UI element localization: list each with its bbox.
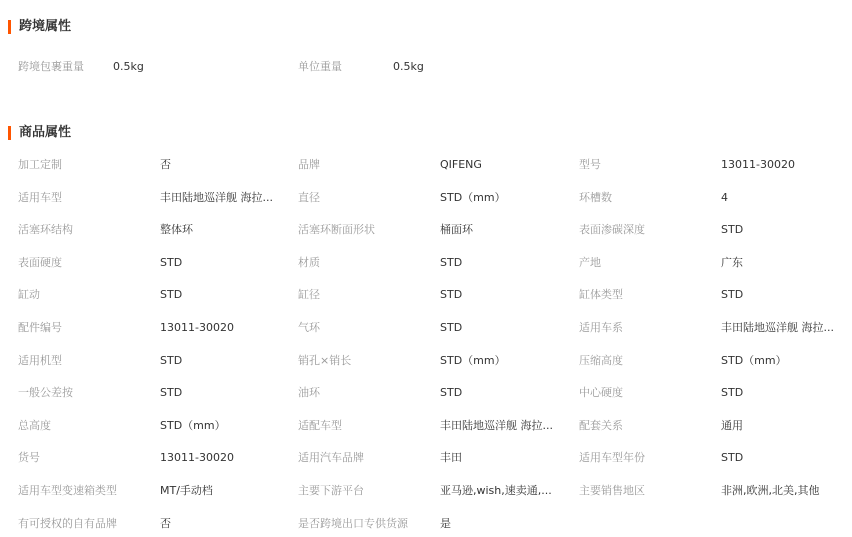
attr-value: STD bbox=[440, 321, 463, 334]
attr-value: STD（mm） bbox=[160, 418, 226, 432]
attr-value: MT/手动档 bbox=[160, 484, 213, 497]
attr-value: 0.5kg bbox=[113, 60, 144, 73]
attr-label: 直径 bbox=[298, 190, 320, 204]
attribute-row bbox=[0, 383, 852, 403]
attr-value: 否 bbox=[160, 158, 171, 171]
attr-value: 亚马逊,wish,速卖通,... bbox=[440, 484, 552, 497]
attr-label: 活塞环结构 bbox=[18, 223, 73, 237]
attr-label: 是否跨境出口专供货源 bbox=[298, 516, 408, 530]
attr-value: 13011-30020 bbox=[721, 158, 795, 171]
attr-value: 是 bbox=[440, 516, 451, 530]
attr-label: 适用机型 bbox=[18, 353, 62, 367]
attr-value: STD bbox=[440, 288, 463, 302]
attr-label: 总高度 bbox=[18, 418, 51, 432]
attr-label: 有可授权的自有品牌 bbox=[18, 516, 117, 530]
attr-value: 通用 bbox=[721, 418, 743, 432]
attribute-row bbox=[0, 220, 852, 240]
attr-label: 单位重量 bbox=[298, 60, 342, 73]
attr-label: 型号 bbox=[579, 158, 601, 171]
attr-value: STD（mm） bbox=[440, 190, 506, 204]
product-section-title: 商品属性 bbox=[8, 126, 71, 140]
attr-value: 4 bbox=[721, 190, 728, 204]
attr-label: 一般公差按 bbox=[18, 386, 73, 400]
attr-label: 配件编号 bbox=[18, 321, 62, 334]
attr-value: 丰田陆地巡洋舰 海拉... bbox=[160, 190, 273, 204]
attr-label: 适用车系 bbox=[579, 321, 623, 334]
attr-label: 表面硬度 bbox=[18, 255, 62, 269]
attr-value: 非洲,欧洲,北美,其他 bbox=[721, 484, 820, 497]
attribute-row bbox=[0, 481, 852, 501]
attr-label: 主要销售地区 bbox=[579, 484, 645, 497]
attr-value: 0.5kg bbox=[393, 60, 424, 73]
attr-label: 适配车型 bbox=[298, 418, 342, 432]
attr-label: 材质 bbox=[298, 255, 320, 269]
attribute-row bbox=[0, 514, 852, 534]
attr-value: 丰田陆地巡洋舰 海拉... bbox=[440, 418, 553, 432]
attr-value: 丰田 bbox=[440, 451, 462, 465]
attr-value: STD bbox=[440, 255, 463, 269]
attr-label: 缸径 bbox=[298, 288, 320, 302]
attr-label: 油环 bbox=[298, 386, 320, 400]
attr-label: 缸动 bbox=[18, 288, 40, 302]
attr-label: 表面渗碳深度 bbox=[579, 223, 645, 237]
attr-label: 跨境包裹重量 bbox=[18, 60, 84, 73]
attr-value: 整体环 bbox=[160, 223, 193, 237]
attr-value: 否 bbox=[160, 516, 171, 530]
attr-label: 适用车型年份 bbox=[579, 451, 645, 465]
attribute-row bbox=[0, 188, 852, 208]
attr-label: 压缩高度 bbox=[579, 353, 623, 367]
attr-value: STD bbox=[721, 451, 744, 465]
attribute-row bbox=[0, 318, 852, 338]
attribute-row bbox=[0, 416, 852, 436]
attr-value: STD bbox=[160, 353, 183, 367]
attr-label: 加工定制 bbox=[18, 158, 62, 171]
attr-value: STD bbox=[721, 288, 744, 302]
attr-label: 配套关系 bbox=[579, 418, 623, 432]
attr-value: 13011-30020 bbox=[160, 321, 234, 334]
attr-label: 适用车型变速箱类型 bbox=[18, 484, 117, 497]
attr-label: 缸体类型 bbox=[579, 288, 623, 302]
attribute-row bbox=[0, 155, 852, 175]
attr-label: 活塞环断面形状 bbox=[298, 223, 375, 237]
attr-label: 产地 bbox=[579, 255, 601, 269]
attr-label: 环槽数 bbox=[579, 190, 612, 204]
cross-border-section-title: 跨境属性 bbox=[8, 20, 71, 34]
attr-value: STD bbox=[721, 223, 744, 237]
attr-value: 桶面环 bbox=[440, 223, 473, 237]
attr-label: 气环 bbox=[298, 321, 320, 334]
attr-value: STD bbox=[440, 386, 463, 400]
attr-value: STD bbox=[160, 288, 183, 302]
attr-label: 适用车型 bbox=[18, 190, 62, 204]
attr-value: 广东 bbox=[721, 255, 743, 269]
attr-label: 主要下游平台 bbox=[298, 484, 364, 497]
attr-value: QIFENG bbox=[440, 158, 482, 171]
attr-value: STD bbox=[721, 386, 744, 400]
attr-label: 货号 bbox=[18, 451, 40, 465]
attribute-row bbox=[0, 285, 852, 305]
attr-label: 中心硬度 bbox=[579, 386, 623, 400]
attribute-row bbox=[0, 351, 852, 371]
attr-label: 销孔×销长 bbox=[298, 353, 352, 367]
attr-value: 13011-30020 bbox=[160, 451, 234, 465]
attr-value: STD（mm） bbox=[440, 353, 506, 367]
attribute-row bbox=[0, 253, 852, 273]
attr-value: STD（mm） bbox=[721, 353, 787, 367]
attr-value: STD bbox=[160, 386, 183, 400]
attr-value: STD bbox=[160, 255, 183, 269]
attr-value: 丰田陆地巡洋舰 海拉... bbox=[721, 321, 834, 334]
attr-label: 适用汽车品牌 bbox=[298, 451, 364, 465]
attr-label: 品牌 bbox=[298, 158, 320, 171]
cross-border-row bbox=[0, 57, 852, 77]
attribute-row bbox=[0, 448, 852, 468]
